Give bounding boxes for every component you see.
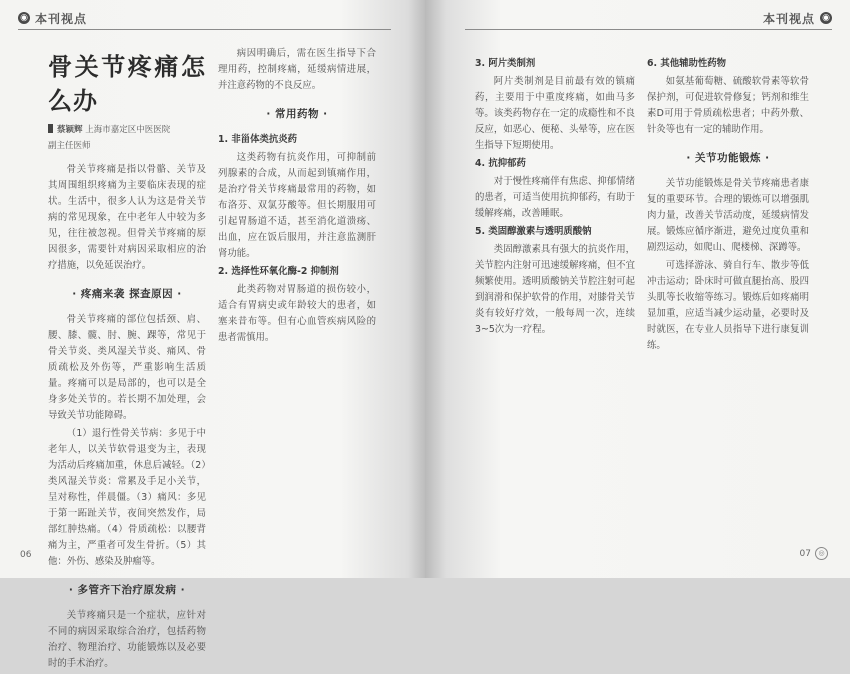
page-corner-icon: ◎ — [815, 547, 828, 560]
paragraph: 如氨基葡萄糖、硫酸软骨素等软骨保护剂，可促进软骨修复；钙剂和维生素D可用于骨质疏松患者；中药外敷、针灸等也有一定的辅助作用。 — [647, 76, 809, 135]
subheading: 2. 选择性环氧化酶-2 抑制剂 — [218, 266, 339, 277]
page-number: 07 — [799, 548, 811, 559]
paragraph: 阿片类制剂是目前最有效的镇痛药，主要用于中重度疼痛，如曲马多等。该类药物存在一定的成瘾性和不良反应，如恶心、便秘、头晕等，应在医生指导下短期使用。 — [475, 76, 635, 151]
header-rule — [18, 29, 391, 30]
subheading: 4. 抗抑郁药 — [475, 158, 526, 169]
subheading: 6. 其他辅助性药物 — [647, 58, 726, 69]
section-heading: · 关节功能锻炼 · — [686, 152, 770, 164]
section-header-label: 本刊视点 — [35, 11, 88, 26]
left-column-1 — [48, 46, 206, 674]
paragraph: （1）退行性骨关节病：多见于中老年人，以关节软骨退变为主，表现为活动后疼痛加重，休息后减轻。（2）类风湿关节炎：常累及手足小关节，呈对称性，伴晨僵。（3）痛风：多见于第一跖趾关节，夜间突然发作，局部红肿热痛。（4）骨质疏松：以腰背痛为主，严重者可发生骨折。（5）其他：外伤、感染及肿瘤等。 — [48, 428, 206, 567]
section-heading: · 多管齐下治疗原发病 · — [68, 584, 186, 596]
subheading: 5. 类固醇激素与透明质酸钠 — [475, 226, 592, 237]
right-column-1 — [475, 56, 635, 340]
header-rule — [465, 29, 832, 30]
page-number-right — [800, 547, 828, 560]
author-name: 蔡颖辉 — [57, 125, 83, 135]
author-title: 副主任医师 — [48, 141, 91, 151]
paragraph: 骨关节疼痛是指以骨骼、关节及其周围组织疼痛为主要临床表现的症状。生活中，很多人认为这是骨关节病的常见现象，在中老年人中较为多见，往往被忽视。但骨关节疼痛的原因很多，需要针对病因采取相应的治疗措施，以免延误治疗。 — [48, 164, 206, 271]
left-column-2 — [218, 46, 376, 348]
page-number-left — [20, 550, 31, 560]
paragraph: 关节疼痛只是一个症状，应针对不同的病因采取综合治疗，包括药物治疗、物理治疗、功能锻炼以及必要时的手术治疗。 — [48, 610, 206, 669]
article-title: 骨关节疼痛怎么办 — [48, 52, 206, 115]
paragraph: 这类药物有抗炎作用，可抑制前列腺素的合成，从而起到镇痛作用，是治疗骨关节疼痛最常用的药物，如布洛芬、双氯芬酸等。但长期服用可引起胃肠道不适，甚至消化道溃疡、出血，应在饭后服用，并注意监测肝肾功能。 — [218, 152, 376, 259]
paragraph: 对于慢性疼痛伴有焦虑、抑郁情绪的患者，可适当使用抗抑郁药，有助于缓解疼痛，改善睡眠。 — [475, 176, 635, 219]
magazine-logo-icon: ◉ — [820, 12, 832, 24]
paragraph: 可选择游泳、骑自行车、散步等低冲击运动；卧床时可做直腿抬高、股四头肌等长收缩等练习。锻炼后如疼痛明显加重，应适当减少运动量，必要时及时就医，在专业人员指导下进行康复训练。 — [647, 260, 809, 351]
right-page — [425, 0, 850, 578]
paragraph: 此类药物对胃肠道的损伤较小，适合有胃病史或年龄较大的患者，如塞来昔布等。但有心血管疾病风险的患者需慎用。 — [218, 284, 376, 343]
page-header-right — [763, 10, 832, 26]
right-column-2 — [647, 56, 809, 356]
paragraph: 关节功能锻炼是骨关节疼痛患者康复的重要环节。合理的锻炼可以增强肌肉力量，改善关节活动度，延缓病情发展。锻炼应循序渐进，避免过度负重和剧烈运动，如爬山、爬楼梯、深蹲等。 — [647, 178, 809, 253]
section-header-label: 本刊视点 — [762, 11, 815, 26]
magazine-logo-icon: ◉ — [18, 12, 30, 24]
article-byline — [48, 122, 206, 154]
subheading: 1. 非甾体类抗炎药 — [218, 134, 297, 145]
byline-marker-icon — [48, 124, 53, 133]
left-page — [0, 0, 425, 669]
section-heading: · 疼痛来袭 探查原因 · — [72, 288, 182, 300]
author-org: 上海市嘉定区中医医院 — [85, 125, 171, 135]
paragraph: 骨关节疼痛的部位包括颈、肩、腰、膝、髋、肘、腕、踝等，常见于骨关节炎、类风湿关节炎、痛风、骨质疏松及外伤等，严重影响生活质量。疼痛可以是局部的，也可以是全身多处关节的。若长期不加处理，会导致关节功能障碍。 — [48, 314, 206, 421]
page-header-left — [18, 10, 87, 26]
page-number: 06 — [20, 550, 32, 560]
paragraph: 病因明确后，需在医生指导下合理用药，控制疼痛，延缓病情进展，并注意药物的不良反应。 — [218, 48, 376, 91]
section-heading: · 常用药物 · — [266, 108, 328, 120]
paragraph: 类固醇激素具有强大的抗炎作用，关节腔内注射可迅速缓解疼痛，但不宜频繁使用。透明质酸钠关节腔注射可起到润滑和保护软骨的作用，对膝骨关节炎有较好疗效，一般每周一次，连续3~5次为一疗程。 — [475, 244, 635, 335]
subheading: 3. 阿片类制剂 — [475, 58, 536, 69]
